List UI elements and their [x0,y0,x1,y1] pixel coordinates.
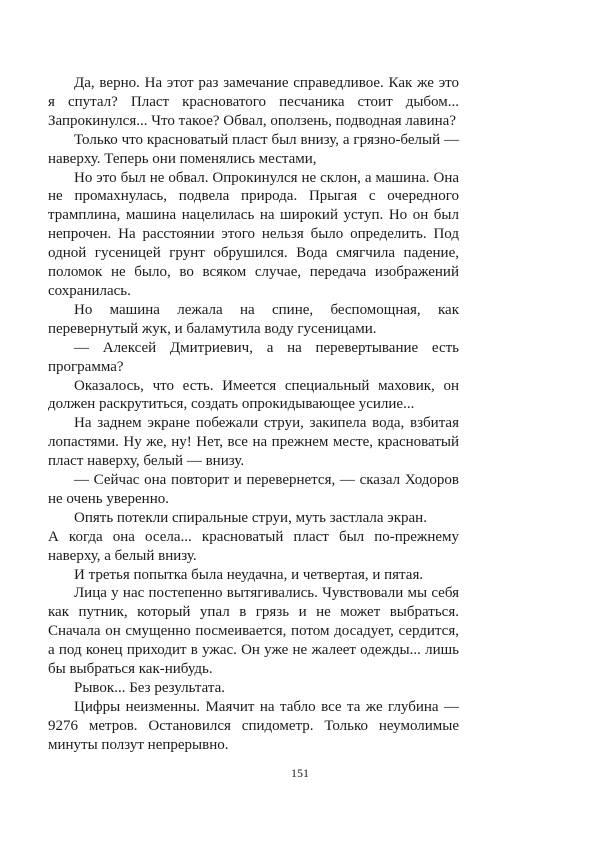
paragraph-8: — Сейчас она повторит и перевернется, — сказал Ходоров не очень уверенно. [48,472,459,507]
paragraph-12: Лица у нас постепенно вытягивались. Чувствовали мы себя как путник, который упал в грязь и не может выбраться. Сначала он смущенно посмеивается, потом досадует, сердится, а под конец приходит в ужас. Он уже не жалеет одежды... лишь бы выбраться как-нибудь. [48,585,459,678]
paragraph-7: На заднем экране побежали струи, закипела вода, взбитая лопастями. Ну же, ну! Нет, все на прежнем месте, красноватый пласт наверху, белый — внизу. [48,415,459,470]
paragraph-14: Цифры неизменны. Маячит на табло все та же глубина — 9276 метров. Остановился спидометр. Только неумолимые минуты ползут непрерывно. [48,698,459,753]
paragraph-3: Но это был не обвал. Опрокинулся не склон, а машина. Она не промахнулась, подвела природа. Прыгая с очередного трамплина, машина нацелилась на широкий уступ. Но он был непрочен. На расстоянии этого нельзя было определить. Под одной гусеницей грунт обрушился. Вода смягчила падение, поломок не было, во всяком случае, передача изображений сохранилась. [48,169,459,299]
paragraph-2: Только что красноватый пласт был внизу, а грязно-белый — наверху. Теперь они поменялись местами, [48,131,459,167]
paragraph-9: Опять потекли спиральные струи, муть застлала экран. [74,509,427,526]
page-number: 151 [291,766,309,780]
paragraph-5: — Алексей Дмитриевич, а на перевертывание есть программа? [48,339,459,375]
paragraph-6: Оказалось, что есть. Имеется специальный маховик, он должен раскрутиться, создать опрокидывающее усилие... [48,377,459,413]
paragraph-4: Но машина лежала на спине, беспомощная, как перевернутый жук, и баламутила воду гусеницами. [48,301,459,337]
paragraph-11: И третья попытка была неудачна, и четвертая, и пятая. [74,566,424,583]
paragraph-1: Да, верно. На этот раз замечание справедливое. Как же это я спутал? Пласт красноватого песчаника стоит дыбом... Запрокинулся... Что такое? Обвал, оползень, подводная лавина? [48,75,459,129]
paragraph-10: А когда она осела... красноватый пласт был по-прежнему наверху, а белый внизу. [48,528,459,564]
paragraph-13: Рывок... Без результата. [74,680,226,696]
book-page-text [48,74,459,755]
